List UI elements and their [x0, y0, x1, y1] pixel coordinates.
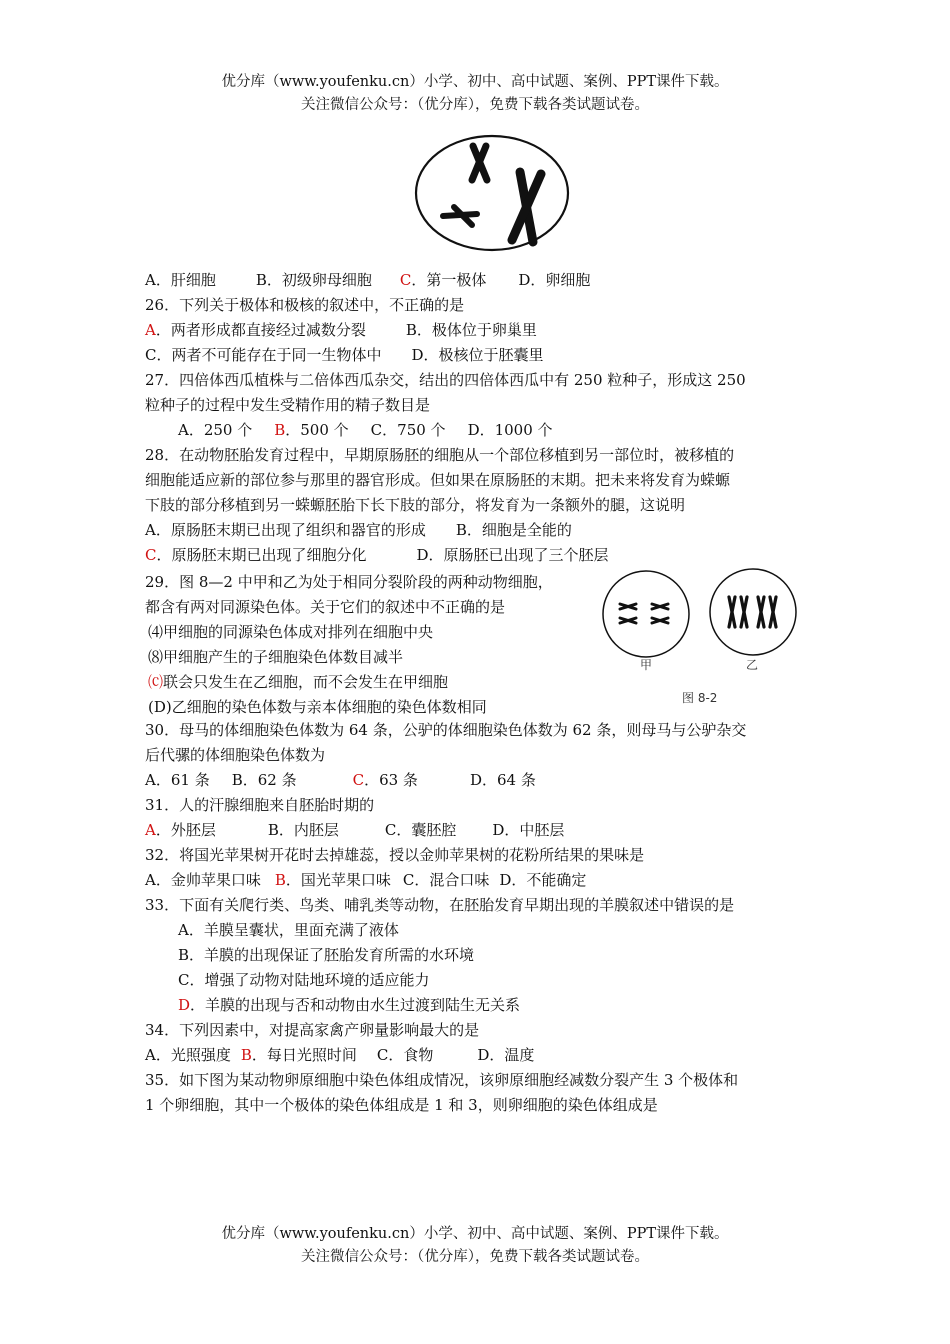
q30-option-b: B．62 条 [231, 771, 297, 789]
q35-stem-1: 35．如下图为某动物卵原细胞中染色体组成情况，该卵原细胞经减数分裂产生 3 个极体和 [145, 1071, 739, 1089]
q29-option-c-line [148, 670, 448, 694]
cell-jia-chromosomes [620, 604, 668, 623]
fig-label-jia: 甲 [640, 658, 653, 672]
q28-option-c: ．原肠胚末期已出现了细胞分化 [156, 546, 367, 564]
q34-options [145, 1043, 534, 1067]
q27-option-c: C．750 个 [370, 421, 446, 439]
q26-option-a-letter: A [145, 321, 156, 339]
q30-option-d: D．64 条 [469, 771, 536, 789]
q30-option-c-letter: C [352, 771, 365, 789]
q28-stem-3: 下肢的部分移植到另一蝾螈胚胎下长下肢的部分，将发育为一条额外的腿，这说明 [145, 496, 686, 514]
q28-option-d: D．原肠胚已出现了三个胚层 [416, 546, 609, 564]
q27-option-b: ．500 个 [285, 421, 349, 439]
q33-option-a: A．羊膜呈囊状，里面充满了液体 [178, 921, 399, 939]
q27-option-b-letter: B [274, 421, 286, 439]
q25-option-b: B．初级卵母细胞 [255, 271, 372, 289]
q27-options [178, 418, 553, 442]
q26-stem: 26．下列关于极体和极核的叙述中，不正确的是 [145, 296, 465, 314]
chromosome-large [512, 172, 541, 242]
q26-option-a: ．两者形成都直接经过减数分裂 [155, 321, 366, 339]
q26-option-b: B．极体位于卵巢里 [405, 321, 537, 339]
q32-option-b: ．国光苹果口味 [285, 871, 391, 889]
q33-option-d: ．羊膜的出现与否和动物由水生过渡到陆生无关系 [190, 996, 521, 1014]
q28-option-a: A．原肠胚末期已出现了组织和器官的形成 [145, 521, 426, 539]
q30-stem-2: 后代骡的体细胞染色体数为 [145, 746, 326, 764]
q25-option-d: D．卵细胞 [518, 271, 591, 289]
q28-stem-1: 28．在动物胚胎发育过程中，早期原肠胚的细胞从一个部位移植到另一部位时，被移植的 [145, 446, 735, 464]
q33-option-b: B．羊膜的出现保证了胚胎发育所需的水环境 [178, 946, 475, 964]
cell-jia-membrane [603, 571, 689, 657]
q25-options [145, 268, 590, 292]
q34-option-d: D．温度 [477, 1046, 535, 1064]
cell-yi-chromosomes [729, 597, 776, 627]
q25-option-a: A．肝细胞 [145, 271, 216, 289]
q26-option-c: C．两者不可能存在于同一生物体中 [145, 346, 382, 364]
chromosome-top [472, 146, 487, 180]
q28-option-c-letter: C [145, 546, 157, 564]
q32-option-a: A．金帅苹果口味 [145, 871, 261, 889]
q34-option-b: ．每日光照时间 [251, 1046, 357, 1064]
q33-option-d-letter: D [178, 996, 191, 1014]
q29-option-c: 联会只发生在乙细胞，而不会发生在甲细胞 [163, 673, 449, 691]
q34-stem: 34．下列因素中，对提高家禽产卵量影响最大的是 [145, 1021, 480, 1039]
q29-stem-2: 都含有两对同源染色体。关于它们的叙述中不正确的是 [145, 598, 506, 616]
q31-option-d: D．中胚层 [492, 821, 565, 839]
q29-option-d: (D)乙细胞的染色体数与亲本体细胞的染色体数相同 [148, 698, 487, 716]
q26-option-d: D．极核位于胚囊里 [411, 346, 544, 364]
figure-8-2 [600, 565, 805, 710]
q30-options [145, 768, 536, 792]
q33-option-c: C．增强了动物对陆地环境的适应能力 [178, 971, 430, 989]
cell-yi-membrane [710, 569, 796, 655]
q29-option-a: ⑷甲细胞的同源染色体成对排列在细胞中央 [148, 623, 434, 641]
q31-stem: 31．人的汗腺细胞来自胚胎时期的 [145, 796, 375, 814]
q30-option-c: ．63 条 [364, 771, 418, 789]
q31-options [145, 818, 564, 842]
q27-option-d: D．1000 个 [467, 421, 553, 439]
q25-option-c-letter: C [399, 271, 412, 289]
q32-option-d: D．不能确定 [499, 871, 587, 889]
q29-option-c-letter: ⒞ [148, 673, 164, 691]
q32-options [145, 868, 586, 892]
q31-option-a-letter: A [145, 821, 156, 839]
q26-options-cd [145, 343, 544, 367]
q35-stem-2: 1 个卵细胞，其中一个极体的染色体组成是 1 和 3，则卵细胞的染色体组成是 [145, 1096, 658, 1114]
q26-options-ab [145, 318, 537, 342]
q25-option-c: ．第一极体 [411, 271, 487, 289]
q28-stem-2: 细胞能适应新的部位参与那里的器官形成。但如果在原肠胚的末期。把未来将发育为蝾螈 [145, 471, 731, 489]
q34-option-b-letter: B [240, 1046, 252, 1064]
q27-stem-2: 粒种子的过程中发生受精作用的精子数目是 [145, 396, 431, 414]
q32-option-c: C．混合口味 [402, 871, 490, 889]
chromosome-bottom [443, 207, 477, 225]
page-header-line-2: 关注微信公众号：（优分库），免费下载各类试题试卷。 [301, 97, 649, 113]
q32-option-b-letter: B [274, 871, 286, 889]
page-footer-line-2: 关注微信公众号：（优分库），免费下载各类试题试卷。 [301, 1249, 649, 1265]
q28-options-cd [145, 543, 609, 567]
q28-options-ab [145, 518, 572, 542]
q30-stem-1: 30．母马的体细胞染色体数为 64 条，公驴的体细胞染色体数为 62 条，则母马与公驴杂交 [145, 721, 747, 739]
q27-stem-1: 27．四倍体西瓜植株与二倍体西瓜杂交，结出的四倍体西瓜中有 250 粒种子，形成这 250 [145, 371, 746, 389]
q33-option-d-line [178, 993, 520, 1017]
q31-option-c: C．囊胚腔 [384, 821, 457, 839]
q31-option-b: B．内胚层 [267, 821, 339, 839]
q29-option-b: ⑻甲细胞产生的子细胞染色体数目减半 [148, 648, 404, 666]
q30-option-a: A．61 条 [145, 771, 210, 789]
q34-option-c: C．食物 [376, 1046, 434, 1064]
q31-option-a: ．外胚层 [155, 821, 216, 839]
fig-caption: 图 8-2 [682, 691, 718, 705]
page-header-line-1: 优分库（www.youfenku.cn）小学、初中、高中试题、案例、PPT课件下载。 [221, 74, 729, 90]
q29-stem-1: 29．图 8—2 中甲和乙为处于相同分裂阶段的两种动物细胞， [145, 573, 553, 591]
q34-option-a: A．光照强度 [145, 1046, 231, 1064]
q33-stem: 33．下面有关爬行类、鸟类、哺乳类等动物，在胚胎发育早期出现的羊膜叙述中错误的是 [145, 896, 735, 914]
q32-stem: 32．将国光苹果树开花时去掉雄蕊，授以金帅苹果树的花粉所结果的果味是 [145, 846, 645, 864]
q28-option-b: B．细胞是全能的 [455, 521, 572, 539]
q27-option-a: A．250 个 [178, 421, 253, 439]
cell-diagram-figure [412, 132, 572, 254]
cell-membrane [416, 136, 568, 250]
page-footer-line-1: 优分库（www.youfenku.cn）小学、初中、高中试题、案例、PPT课件下载。 [221, 1226, 729, 1242]
fig-label-yi: 乙 [746, 658, 759, 672]
